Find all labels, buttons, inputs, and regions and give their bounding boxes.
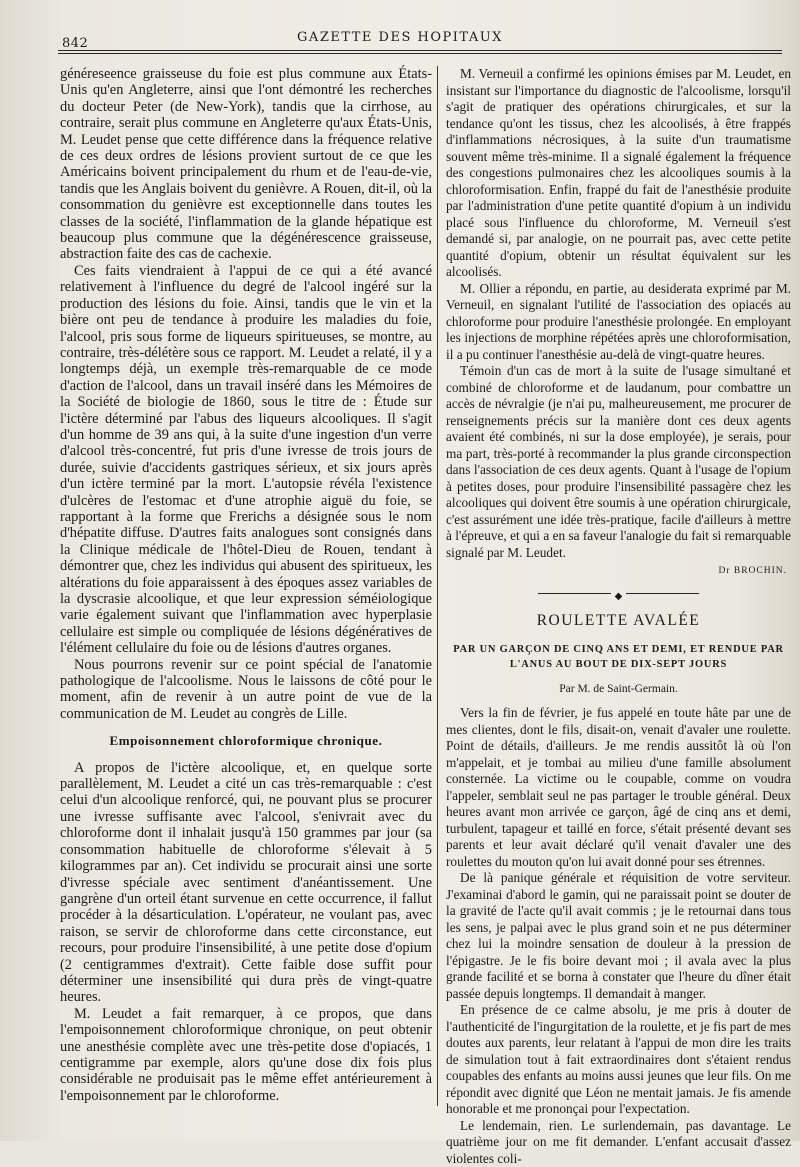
left-paragraph-2: Ces faits viendraient à l'appui de ce qui a été avancé relativement à l'influence du degré de l'alcool ingéré sur la production des lésions du foie. Ainsi, tandis que le vin et la bière ont peu de tendance à produire les maladies du foie, l'alcool, pris sous forme de liqueurs spiritueuses, se montre, au contraire, très-délétère sous ce rapport. M. Leudet a relaté, il y a longtemps déjà, un exemple très-remarquable de ce mode d'action de l'alcool, dans un travail inséré dans les Mémoires de la Société de biologie de 1860, sous le titre de : Étude sur l'ictère déterminé par l'abus des liqueurs alcooliques. Il s'agit d'un homme de 39 ans qui, à la suite d'une ingestion d'un verre d'alcool très-concentré, fut pris d'une ivresse de trois jours de durée, suivie d'accidents gastriques sérieux, et six jours après d'un ictère terminé par la mort. L'autopsie révéla l'existence d'ulcères de l'estomac et d'une atrophie aiguë du foie, se rapportant à la forme que Frerichs a désignée sous le nom d'hépatite diffuse. D'autres faits analogues sont consignés dans la Clinique médicale de l'hôtel-Dieu de Rouen, tendant à démontrer que, chez les individus qui abusent des spiritueux, les altérations du foie apparaissent à des époques assez variables de la dyscrasie alcoolique, et que leur expression séméiologique varie également suivant que l'inflammation avec hyperplasie cellulaire est simple ou compliquée de lésions dégénératives de l'élément cellulaire du foie ou de lésions d'autres organes. [60, 262, 432, 657]
section-paragraph-1: A propos de l'ictère alcoolique, et, en quelque sorte parallèlement, M. Leudet a cité un cas très-remarquable : c'est celui d'un alcoolique renforcé, qui, ne pouvant plus se procurer une ivresse suffisante avec l'alcool, s'enivrait avec du chloroforme dont il inhalait jusqu'à 150 grammes par jour (sa consommation habituelle de chloroforme s'élevait à 5 kilogrammes par an). Cet individu se procurait ainsi une sorte d'ivresse spéciale avec sentiment d'anéantissement. Une gangrène d'un orteil étant survenue en cette occurrence, il fallut procéder à la désarticulation. L'opérateur, ne voulant pas, avec raison, se servir de chloroforme dans cette circonstance, eut recours, pour produire l'insensibilité, à une petite dose d'opium (2 centigrammes d'extrait). Cette faible dose suffit pour déterminer une insensibilité qui dura près de vingt-quatre heures. [60, 759, 432, 1006]
article-author: Par M. de Saint-Germain. [559, 682, 678, 695]
page-number: 842 [62, 36, 89, 51]
left-paragraph-3: Nous pourrons revenir sur ce point spécial de l'anatomie pathologique de l'alcoolisme. Nous le laissons de côté pour le moment, afin de revenir à un autre point de vue de la communication de M. Leudet au congrès de Lille. [60, 656, 432, 722]
article-subtitle: PAR UN GARÇON DE CINQ ANS ET DEMI, ET RENDUE PAR L'ANUS AU BOUT DE DIX-SEPT JOURS [453, 643, 784, 670]
right-paragraph-3: Témoin d'un cas de mort à la suite de l'usage simultané et combiné de chloroforme et de laudanum, pour combattre un accès de névralgie (je n'ai pu, malheureusement, me procurer de renseignements précis sur la manière dont ces deux agents avaient été combinés, ni sur la dose employée), je serais, pour ma part, très-porté à recommander la plus grande circonspection dans l'association de ces deux agents. Quant à l'usage de l'opium à petites doses, pour produire l'insensibilité passagère chez les alcooliques qui doivent être soumis à une opération chirurgicale, c'est assurément une idée très-pratique, facile d'ailleurs à mettre à l'épreuve, et qui a en sa faveur l'analogie du fait si remarquable signalé par M. Leudet. [446, 363, 791, 560]
article-paragraph-4: Le lendemain, rien. Le surlendemain, pas davantage. Le quatrième jour on me fit demander. L'enfant accusait d'assez violentes coli- [446, 1117, 791, 1166]
article-paragraph-1: Vers la fin de février, je fus appelé en toute hâte par une de mes clientes, dont le fils, disait-on, venait d'avaler une roulette. Point de détails, d'ailleurs. Je me rendis aussitôt là où l'on m'appelait, et je tombai au milieu d'une famille absolument consternée. La victime ou le coupable, comme on voudra l'appeler, semblait seul ne pas partager le trouble général. Deux heures avant mon arrivée ce garçon, âgé de cinq ans et demi, turbulent, tapageur et taillé en force, s'était présenté devant ses parents et leur avait déclaré qu'il venait d'avaler une des roulettes du mouton qu'on lui avait donné pour ses étrennes. [446, 705, 791, 869]
section-paragraph-2: M. Leudet a fait remarquer, à ce propos, que dans l'empoisonnement chloroformique chronique, on peut obtenir une anesthésie complète avec une très-petite dose d'opiacés, 1 centigramme par exemple, alors qu'une dose dix fois plus considérable ne produisait pas le même effet antérieurement à l'empoisonnement par le chloroforme. [60, 1005, 432, 1104]
header-rule [58, 50, 782, 54]
right-column [446, 66, 791, 1167]
article-paragraph-3: En présence de ce calme absolu, je me pris à douter de l'authenticité de l'ingurgitation de la roulette, et je fis part de mes doutes aux parents, leur relatant à l'appui de mon dire les traits de simulation tout à fait extraordinaires dont s'étaient rendus coupables des enfants au moins aussi jeunes que leur fils. On me répondit avec dignité que Léon ne mentait jamais. Je fis amende honorable et me prononçai pour l'expectation. [446, 1002, 791, 1117]
diamond-icon: ◆ [611, 591, 627, 602]
column-separator [437, 66, 438, 1106]
right-paragraph-1: M. Verneuil a confirmé les opinions émises par M. Leudet, en insistant sur l'importance du diagnostic de l'alcoolisme, lorsqu'il s'agit de pratiquer des opérations chirurgicales, et sur la tendance qu'ont les tissus, chez les alcoolisés, à être frappés d'inflammations nécrosiques, à la suite d'un traumatisme souvent même très-minime. Il a signalé également la fréquence des congestions pulmonaires chez les alcooliques soumis à la chloroformisation. Enfin, frappé du fait de l'anesthésie produite par l'administration d'une petite quantité d'opium à un individu placé sous l'influence du chloroforme, M. Verneuil s'est demandé si, par analogie, on ne pourrait pas, avec cette petite quantité d'opium, obtenir un résultat équivalent sur les alcoolisés. [446, 66, 791, 279]
author-signature: Dr BROCHIN. [718, 566, 787, 576]
section-heading: Empoisonnement chloroformique chronique. [109, 733, 383, 749]
ornament-divider [446, 587, 791, 601]
left-column [60, 66, 432, 1104]
right-paragraph-2: M. Ollier a répondu, en partie, au desiderata exprimé par M. Verneuil, en signalant l'utilité de l'association des opiacés au chloroforme pour produire l'anesthésie prolongée. En employant les injections de morphine répétées après une chloroformisation, il a pu continuer l'anesthésie au-delà de vingt-quatre heures. [446, 280, 791, 362]
article-title: ROULETTE AVALÉE [536, 612, 701, 630]
running-head: GAZETTE DES HOPITAUX [297, 30, 503, 45]
left-paragraph-1: généreseence graisseuse du foie est plus commune aux États-Unis qu'en Angleterre, ainsi que l'ont démontré les recherches du docteur Peter (de New-York), tandis que la cirrhose, au contraire, serait plus commune en Angleterre qu'aux États-Unis, M. Leudet pense que cette différence dans la fréquence relative de ces deux ordres de lésions provient surtout de ce que les Américains boivent principalement du rhum et de l'eau-de-vie, tandis que les Anglais boivent du genièvre. A Rouen, dit-il, où la consommation du genièvre est exceptionnelle dans toutes les classes de la société, l'inflammation de la glande hépatique est beaucoup plus commune que la dégénérescence graisseuse, abstraction faite des cas de cachexie. [60, 66, 432, 263]
article-paragraph-2: De là panique générale et réquisition de votre serviteur. J'examinai d'abord le gamin, qui ne paraissait point se douter de la gravité de l'acte qu'il avait commis ; je le retournai dans tous les sens, je palpai avec le plus grand soin et ne pus déterminer chez lui la moindre sensation de douleur à la pression de l'épigastre. Je le fis boire devant moi ; il avala avec la plus grande facilité et se borna à constater que l'heure du dîner était passée depuis longtemps. Il demandait à manger. [446, 870, 791, 1001]
